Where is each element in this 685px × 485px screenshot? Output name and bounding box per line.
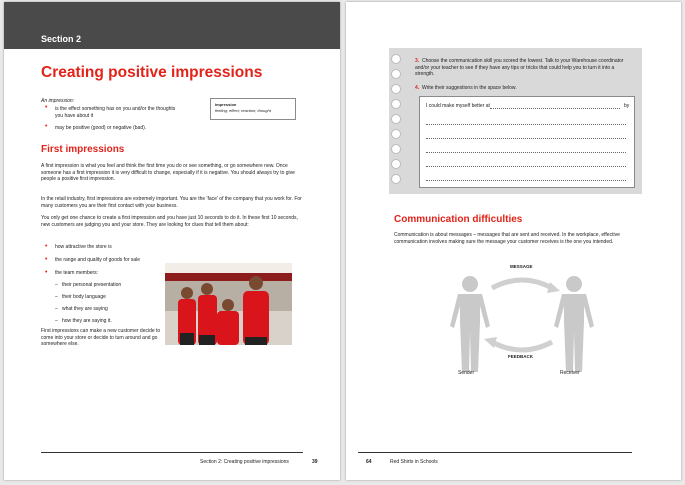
answer-line <box>426 179 626 181</box>
communication-diagram <box>434 258 614 382</box>
team-subitem-1: – their personal presentation <box>55 282 122 288</box>
message-arrow <box>492 280 552 288</box>
first-impressions-heading: First impressions <box>41 144 125 155</box>
sender-figure <box>450 276 490 372</box>
communication-paragraph: Communication is about messages – messages that are sent and received. In the workplace, effective communication involves making sure the message your customer receives is the one you intended. <box>394 232 620 245</box>
definition-box <box>210 98 296 120</box>
answer-box[interactable] <box>419 96 635 188</box>
impression-bullet-1: • is the effect something has on you and/or the thoughts you have about it <box>45 104 176 119</box>
receiver-label: Receiver <box>560 370 580 376</box>
clue-bullet-1: • how attractive the store is <box>45 243 112 250</box>
answer-line <box>490 107 620 109</box>
activity-item-4: 4. Write their suggestions in the space below. <box>415 85 517 91</box>
team-subitem-4: – how they are saying it. <box>55 318 112 324</box>
paragraph-3: You only get one chance to create a first impression and you have just 10 seconds to do it. In these first 10 seconds, new customers are judging you and your store. They are looking for clues that tell them about: <box>41 215 298 228</box>
paragraph-1: A first impression is what you feel and think the first time you do or see something, or go somewhere new. Once someone has a first impression it is very difficult to change, especially if it is negative. You should always try to give people a positive first impression. <box>41 163 295 183</box>
sender-label: Sender <box>458 370 475 376</box>
receiver-figure <box>554 276 594 372</box>
impression-intro: An impression: <box>41 98 75 104</box>
page-title: Creating positive impressions <box>41 64 263 81</box>
answer-line <box>426 151 626 153</box>
section-label: Section 2 <box>41 34 82 44</box>
right-page <box>346 2 681 480</box>
footer-text: Section 2: Creating positive impressions <box>200 459 289 465</box>
definition-term: impression <box>215 102 237 107</box>
answer-line <box>426 137 626 139</box>
message-label: MESSAGE <box>510 264 533 269</box>
left-page <box>4 2 340 480</box>
answer-line <box>426 165 626 167</box>
closing-paragraph: First impressions can make a new customer decide to come into your store or decide to turn around and go somewhere else. <box>41 328 161 348</box>
feedback-label: FEEDBACK <box>508 354 534 359</box>
clue-bullet-2: • the range and quality of goods for sale <box>45 256 141 263</box>
answer-line <box>426 123 626 125</box>
feedback-arrow <box>492 342 552 350</box>
communication-heading: Communication difficulties <box>394 214 523 225</box>
impression-bullet-2: • may be positive (good) or negative (bad). <box>45 123 147 131</box>
footer-text: Red Shirts in Schools <box>390 459 438 465</box>
clue-bullet-3: • the team members: <box>45 269 99 276</box>
definition-text: feeling; effect; reaction; thought <box>215 108 271 113</box>
footer-rule <box>41 452 303 453</box>
staff-photo <box>165 263 292 345</box>
team-subitem-2: – their body language <box>55 294 106 300</box>
paragraph-2: In the retail industry, first impressions are extremely important. You are the 'face' of the company that you work for. For many customers you are their first contact with your business. <box>41 196 302 209</box>
answer-prompt: I could make myself better at <box>426 103 490 109</box>
notebook-rings <box>391 54 401 189</box>
page-number: 64 <box>366 459 372 465</box>
footer-rule <box>358 452 632 453</box>
team-subitem-3: – what they are saying <box>55 306 108 312</box>
section-banner <box>4 2 340 49</box>
answer-by: by <box>624 103 630 109</box>
activity-panel <box>389 48 642 194</box>
activity-item-3: 3. Choose the communication skill you scored the lowest. Talk to your Warehouse coordinator and/or your teacher to see if they have any tips or tricks that could help you to turn it into a strength. <box>415 58 624 78</box>
page-number: 39 <box>312 459 318 465</box>
